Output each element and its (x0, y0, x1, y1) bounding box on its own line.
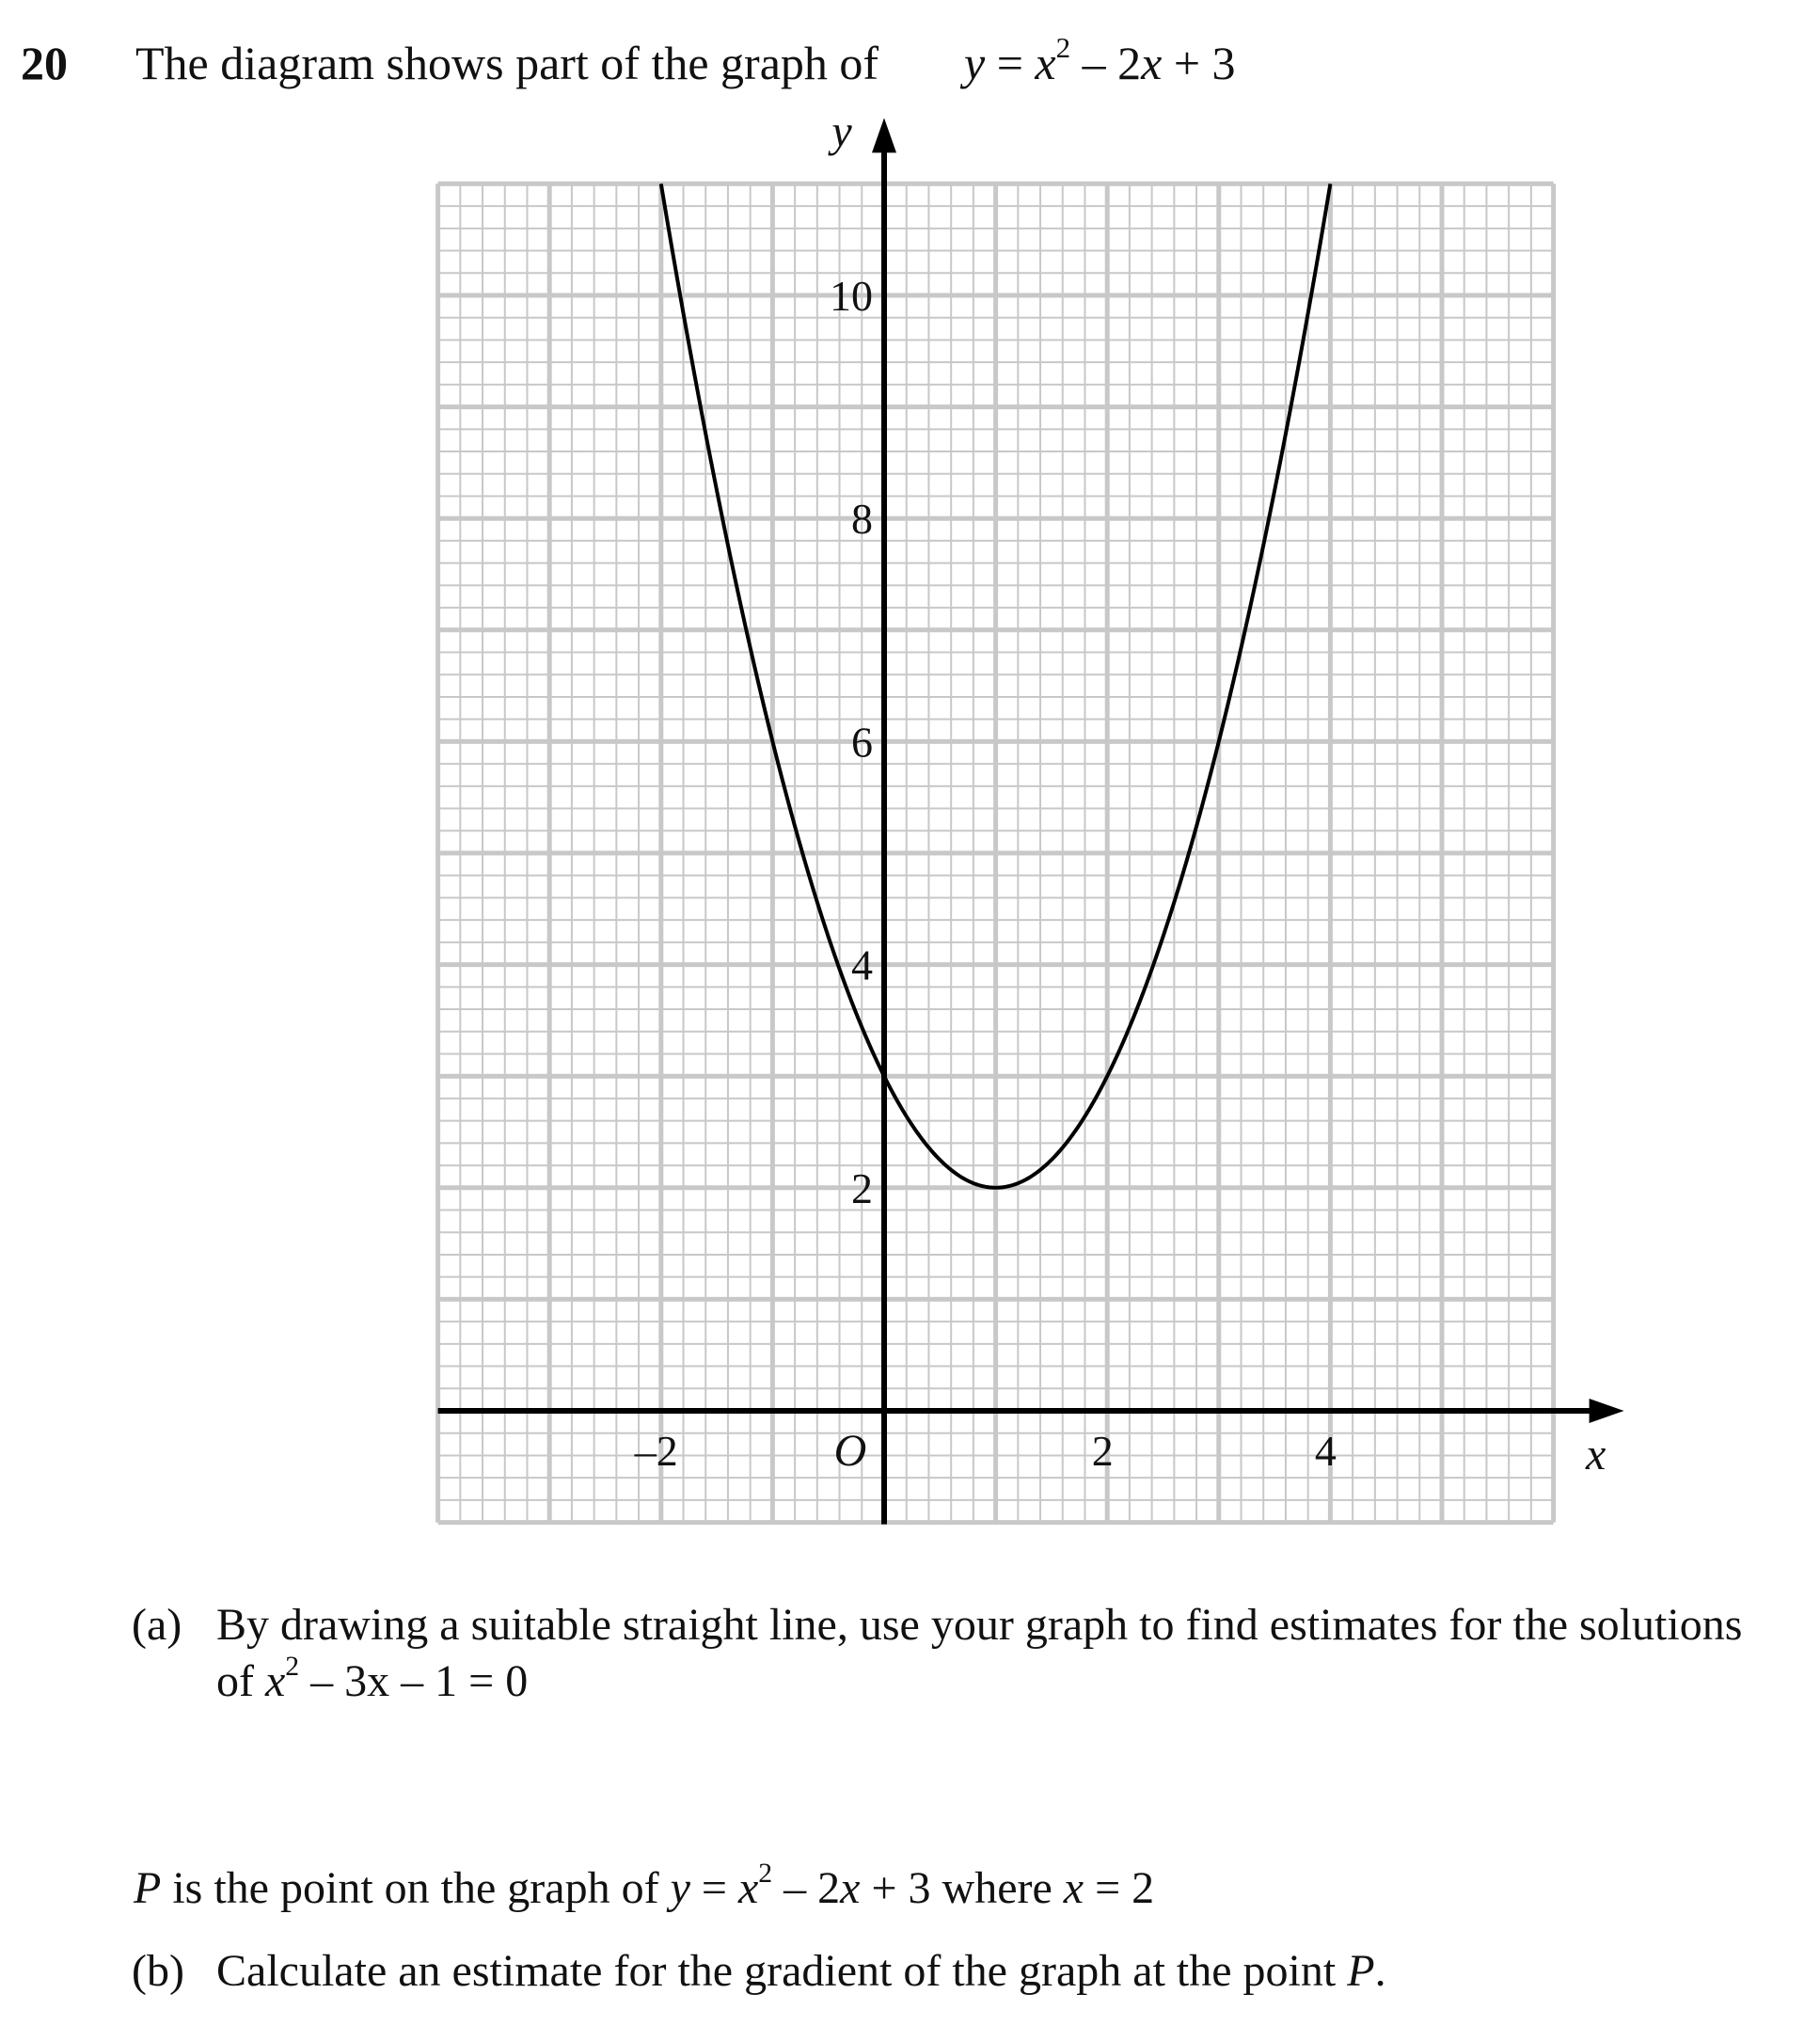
part-a-exp: 2 (285, 1650, 300, 1682)
y-tick-label: 10 (830, 272, 873, 320)
part-a-x: x (264, 1656, 286, 1706)
origin-label: O (833, 1426, 867, 1476)
point-p-name: P (134, 1863, 162, 1913)
point-p-statement (134, 1857, 1155, 1914)
x-tick-label: –2 (634, 1427, 678, 1475)
part-b-body: Calculate an estimate for the gradient of the graph at the point (216, 1946, 1348, 1996)
eq-x: x (1035, 37, 1056, 89)
eq-equals: = (985, 37, 1036, 89)
y-tick-label: 4 (851, 941, 873, 989)
part-a-line1: By drawing a suitable straight line, use your graph to find estimates for the solutions (216, 1600, 1743, 1650)
x-axis-arrow (1590, 1399, 1624, 1423)
eq-y: y (964, 37, 986, 89)
x-axis-label: x (1585, 1430, 1606, 1479)
eq-rest-b: + 3 (1162, 37, 1236, 89)
point-p-text2: – 2 (772, 1863, 841, 1913)
eq-x2: x (1141, 37, 1163, 89)
part-b-end: . (1374, 1946, 1386, 1996)
y-tick-label: 8 (851, 495, 873, 544)
eq-exponent: 2 (1055, 30, 1071, 64)
question-stem: The diagram shows part of the graph of (135, 37, 879, 89)
point-p-x: x (737, 1863, 759, 1913)
part-a-rest: – 3x – 1 = 0 (299, 1656, 529, 1706)
point-p-x2: x (840, 1863, 861, 1913)
x-tick-label: 4 (1314, 1427, 1337, 1475)
point-p-x3: x (1063, 1863, 1084, 1913)
part-a-line2 (216, 1650, 529, 1707)
question-number: 20 (21, 37, 68, 89)
eq-rest-a: – 2 (1070, 37, 1142, 89)
point-p-eq: = (689, 1863, 738, 1913)
part-b-label: (b) (132, 1946, 184, 1996)
part-b-text (216, 1945, 1386, 1997)
y-tick-label: 6 (851, 718, 873, 767)
part-b-p: P (1347, 1946, 1375, 1996)
y-axis-label: y (831, 106, 852, 157)
point-p-text3: + 3 where (860, 1863, 1064, 1913)
point-p-exp: 2 (758, 1857, 773, 1889)
part-a-of: of (216, 1656, 265, 1706)
point-p-text4: = 2 (1084, 1863, 1155, 1913)
y-tick-label: 2 (851, 1163, 873, 1212)
y-axis-arrow (872, 118, 896, 152)
x-tick-label: 2 (1091, 1427, 1114, 1475)
tick-labels (634, 106, 1606, 1479)
part-a-label: (a) (132, 1600, 182, 1650)
point-p-y: y (670, 1863, 690, 1913)
point-p-text1: is the point on the graph of (161, 1863, 671, 1913)
